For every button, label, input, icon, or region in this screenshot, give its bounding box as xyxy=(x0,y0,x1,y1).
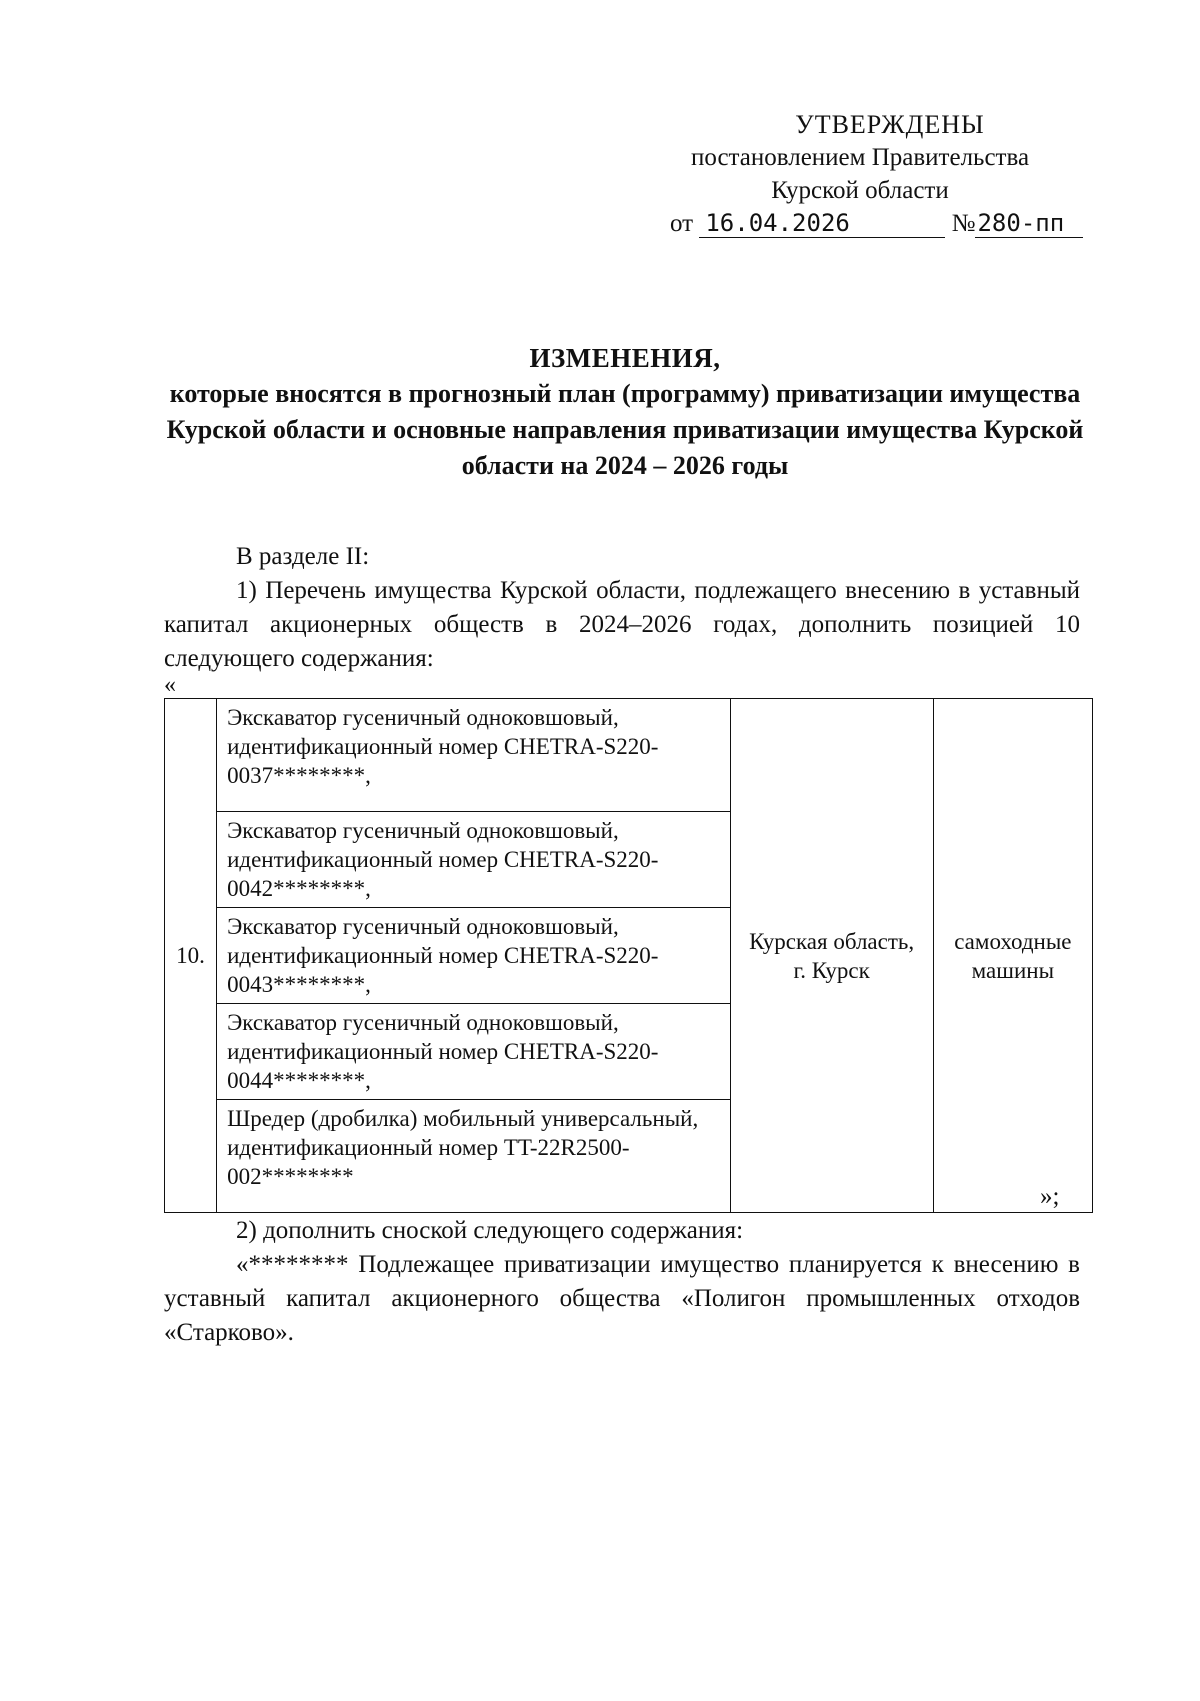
number-prefix: № xyxy=(951,210,976,237)
approval-line-2: Курской области xyxy=(771,177,949,204)
item-2-text: 2) дополнить сноской следующего содержания: xyxy=(236,1217,744,1244)
date-prefix: от xyxy=(670,210,694,237)
approval-block xyxy=(640,108,1080,238)
item-description: Шредер (дробилка) мобильный универсальный, идентификационный номер TT-22R2500-002******** xyxy=(217,1100,731,1213)
approval-date: 16.04.2026 xyxy=(699,209,945,238)
section-body xyxy=(164,540,1080,676)
heading-title: ИЗМЕНЕНИЯ, xyxy=(529,343,721,373)
document-heading xyxy=(150,340,1100,484)
heading-subtitle: которые вносятся в прогнозный план (программу) приватизации имущества Курской области и основные направления приватизации имущества Курской области на 2024 – 2026 годы xyxy=(166,379,1084,480)
item-description: Экскаватор гусеничный одноковшовый, идентификационный номер CHETRA-S220-0043********, xyxy=(217,908,731,1004)
approval-date-row xyxy=(640,209,1080,238)
section-label: В разделе II: xyxy=(236,543,370,570)
table-row xyxy=(165,699,1093,812)
approval-number: 280-пп xyxy=(975,209,1083,238)
approval-line-1: постановлением Правительства xyxy=(690,144,1030,171)
location-cell: Курская область, г. Курск xyxy=(730,699,933,1213)
open-quote: « xyxy=(164,672,176,698)
approval-title: УТВЕРЖДЕНЫ xyxy=(795,110,985,139)
item-1-text: 1) Перечень имущества Курской области, подлежащего внесению в уставный капитал акционерных обществ в 2024–2026 годах, дополнить позицией 10 следующего содержания: xyxy=(164,577,1080,672)
item-description: Экскаватор гусеничный одноковшовый, идентификационный номер CHETRA-S220-0044********, xyxy=(217,1004,731,1100)
item-description: Экскаватор гусеничный одноковшовый, идентификационный номер CHETRA-S220-0037********, xyxy=(217,699,731,812)
close-quote: »; xyxy=(1040,1183,1060,1210)
footnote-body xyxy=(164,1214,1080,1350)
footnote-text: «******** Подлежащее приватизации имущество планируется к внесению в уставный капитал акционерного общества «Полигон промышленных отходов «Старково». xyxy=(164,1251,1080,1346)
position-number: 10. xyxy=(165,699,217,1213)
property-table xyxy=(164,698,1093,1213)
category-cell: самоходные машины xyxy=(933,699,1092,1213)
item-description: Экскаватор гусеничный одноковшовый, идентификационный номер CHETRA-S220-0042********, xyxy=(217,812,731,908)
